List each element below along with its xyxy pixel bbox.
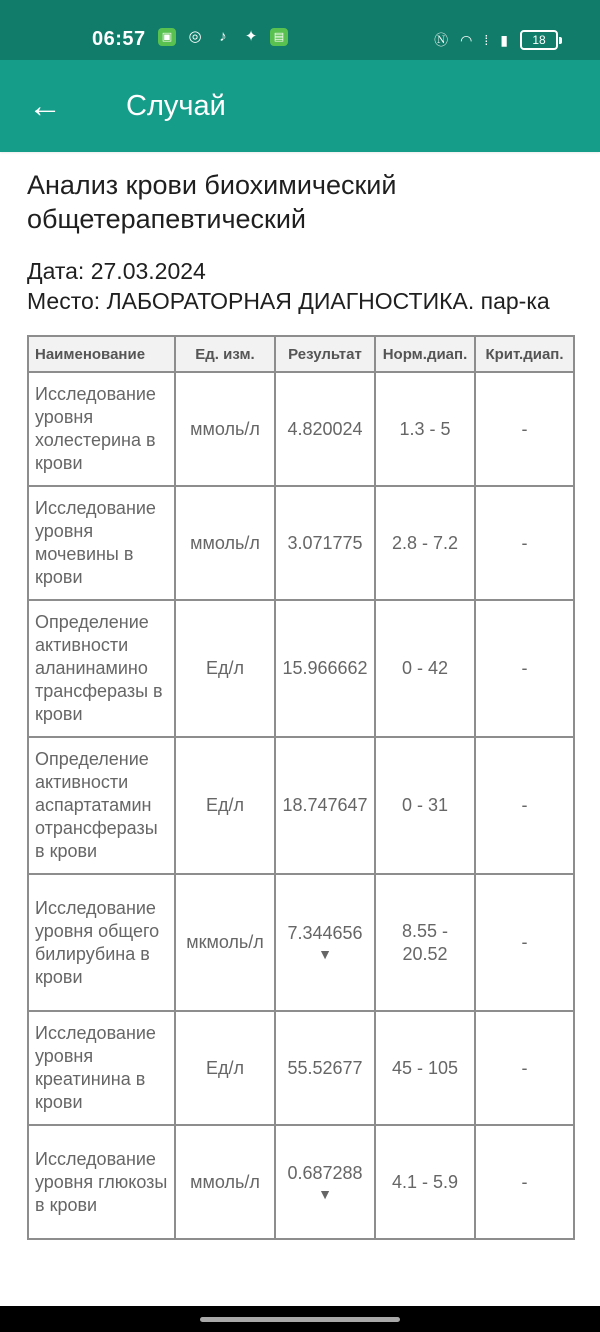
back-arrow-icon[interactable]: ← (28, 87, 62, 125)
analysis-title: Анализ крови биохимический общетерапевтический (27, 170, 397, 234)
header-name: Наименование (28, 336, 175, 372)
test-result: 4.820024 (275, 372, 375, 486)
test-unit: мкмоль/л (175, 874, 275, 1011)
test-critical-range: - (475, 372, 574, 486)
test-result-abnormal (275, 1125, 375, 1239)
table-row (28, 874, 574, 1011)
status-bar (0, 0, 600, 60)
system-icons (434, 30, 558, 50)
test-critical-range: - (475, 486, 574, 600)
header-critical-range: Крит.диап. (475, 336, 574, 372)
down-triangle-icon: ▼ (318, 1185, 332, 1202)
place-label: Место: (27, 288, 101, 314)
test-normal-range: 2.8 - 7.2 (375, 486, 475, 600)
results-table (27, 335, 575, 1240)
bird-icon: ✦ (244, 28, 258, 45)
case-content (0, 152, 600, 1240)
instagram-icon: ◎ (188, 28, 202, 45)
test-name: Исследование уровня креатинина в крови (28, 1011, 175, 1125)
table-header-row (28, 336, 574, 372)
tiktok-icon: ♪ (219, 28, 227, 45)
test-critical-range: - (475, 600, 574, 737)
test-unit: ммоль/л (175, 372, 275, 486)
gesture-handle[interactable] (200, 1317, 400, 1322)
header-result: Результат (275, 336, 375, 372)
status-time: 06:57 (92, 28, 146, 50)
page-title: Случай (126, 90, 226, 122)
table-row (28, 600, 574, 737)
test-name: Определение активности аланинамино трансферазы в крови (28, 600, 175, 737)
test-normal-range: 1.3 - 5 (375, 372, 475, 486)
test-normal-range: 8.55 - 20.52 (375, 874, 475, 1011)
test-critical-range: - (475, 1011, 574, 1125)
test-name: Исследование уровня холестерина в крови (28, 372, 175, 486)
nfc-icon: Ⓝ (434, 32, 449, 48)
navigation-bar (0, 1306, 600, 1332)
test-result: 3.071775 (275, 486, 375, 600)
test-critical-range: - (475, 1125, 574, 1239)
table-row (28, 1011, 574, 1125)
place-value: ЛАБОРАТОРНАЯ ДИАГНОСТИКА. пар-ка (106, 288, 550, 314)
date-line (27, 256, 573, 286)
test-result-value: 7.344656 (287, 923, 363, 943)
test-normal-range: 0 - 31 (375, 737, 475, 874)
test-name: Определение активности аспартатамин отрансферазы в крови (28, 737, 175, 874)
notification-icons (158, 28, 288, 46)
green-app-icon: ▤ (270, 28, 288, 46)
table-row (28, 372, 574, 486)
test-result-value: 0.687288 (287, 1162, 363, 1183)
test-unit: Ед/л (175, 737, 275, 874)
test-result: 18.747647 (275, 737, 375, 874)
date-value: 27.03.2024 (90, 258, 206, 284)
volte-icon: ⁞ (484, 32, 489, 48)
battery-icon: 18 (520, 30, 558, 50)
test-critical-range: - (475, 874, 574, 1011)
test-name: Исследование уровня общего билирубина в крови (28, 874, 175, 1011)
test-name: Исследование уровня мочевины в крови (28, 486, 175, 600)
wifi-icon: ◠ (460, 31, 473, 48)
down-triangle-icon: ▼ (318, 946, 332, 962)
test-result-abnormal (275, 874, 375, 1011)
place-line (27, 286, 573, 316)
header-normal-range: Норм.диап. (375, 336, 475, 372)
test-normal-range: 4.1 - 5.9 (375, 1125, 475, 1239)
signal-icon: ▮ (500, 31, 508, 48)
test-unit: ммоль/л (175, 486, 275, 600)
test-normal-range: 45 - 105 (375, 1011, 475, 1125)
app-notification-icon: ▣ (158, 28, 176, 46)
test-result: 15.966662 (275, 600, 375, 737)
date-label: Дата: (27, 258, 85, 284)
test-name: Исследование уровня глюкозы в крови (28, 1125, 175, 1239)
test-unit: ммоль/л (175, 1125, 275, 1239)
header-unit: Ед. изм. (175, 336, 275, 372)
app-bar (0, 60, 600, 152)
test-critical-range: - (475, 737, 574, 874)
test-unit: Ед/л (175, 600, 275, 737)
table-row (28, 1125, 574, 1239)
test-normal-range: 0 - 42 (375, 600, 475, 737)
case-meta (27, 256, 573, 316)
test-unit: Ед/л (175, 1011, 275, 1125)
table-row (28, 486, 574, 600)
test-result: 55.52677 (275, 1011, 375, 1125)
table-row (28, 737, 574, 874)
